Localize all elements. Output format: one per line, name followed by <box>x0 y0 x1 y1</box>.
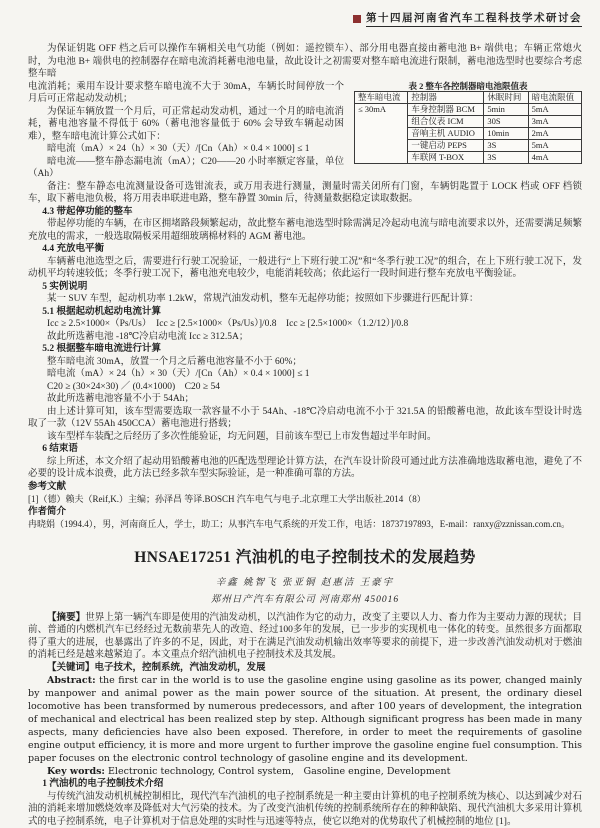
cell-limit: 2mA <box>528 128 581 140</box>
keywords-en-text: Electronic technology, Control system, Gasoline engine, Development <box>108 766 450 777</box>
section-heading-4-3: 4.3 带起停功能的整车 <box>28 206 582 219</box>
formula-start-current-result: 故此所选蓄电池 -18℃冷启动电流 Icc ≥ 312.5A； <box>28 331 582 344</box>
paper-affiliation: 郑州日产汽车有限公司 河南郑州 450016 <box>28 591 582 605</box>
paragraph: 整车暗电流 30mA，放置一个月之后蓄电池容量不小于 60%； <box>28 356 582 369</box>
paragraph: 与传统汽油发动机机械控制相比，现代汽车汽油机的电子控制系统是一种主要由计算机的电子控制系统为核心、以达到减少对石油的消耗来增加燃烧效率及降低对大气污染的技术。为了改变汽油机传统的控制系统所存在的种种缺陷、现代汽油机大多采用计算机式的电子控制系统，电子计算机对于信息处理的实时性与迅速等特点，使它以绝对的优势取代了机械控制的地位 [1]。 <box>28 791 582 828</box>
table-header-row <box>355 92 582 104</box>
keywords-en-label: Key words: <box>47 766 105 777</box>
table2-container <box>354 81 582 165</box>
cell-limit: 4mA <box>528 152 581 164</box>
section-heading-4-4: 4.4 充放电平衡 <box>28 243 582 256</box>
cell-sleep-time: 5min <box>484 104 528 116</box>
section-heading-5-2: 5.2 根据整车暗电流进行计算 <box>28 343 582 356</box>
keywords-cn-label: 【关键词】 <box>47 663 95 673</box>
dark-current-limit-table <box>354 91 582 164</box>
paper-authors: 辛鑫 姚智飞 张亚铜 赵惠洁 王豪宇 <box>28 574 582 588</box>
paragraph: 某一 SUV 车型，起动机功率 1.2kW，常规汽油发动机，整车无起停功能；按照如下步骤进行匹配计算： <box>28 293 582 306</box>
paragraph: 为保证车辆放置一个月后，可正常起动发动机，通过一个月的暗电流消耗，蓄电池容量不得低于 60%（蓄电池容量低于 60% 会导致车辆起动困难），整车暗电流计算公式如下： <box>28 106 582 144</box>
table2-caption: 表 2 整车各控制器暗电池限值表 <box>354 81 582 92</box>
paragraph: 故此所选蓄电池容量不小于 54Ah； <box>28 393 582 406</box>
section-heading-5: 5 实例说明 <box>28 281 582 294</box>
abstract-en-text: the first car in the world is to use the gasoline engine using gasoline as its power, changed mainly by manpower and animal power as the main power source of the situation. At present, the ordinary diesel locomotive has been transformed by numerous predecessors, and after 100 years of development, the integration of mechanical and electrical has been realized step by step. Although significant progress has been made in many aspects, many deficiencies have also been exposed. Therefore, in order to meet the requirements of gasoline engine output efficiency, it is more and more urgent to further improve the gasoline engine fuel consumption. This paper focuses on the electronic control technology of gasoline engine and its development. <box>28 675 582 764</box>
paper-title: HNSAE17251 汽油机的电子控制技术的发展趋势 <box>28 545 582 567</box>
header-controller: 控制器 <box>408 92 484 104</box>
red-square-icon <box>353 15 361 23</box>
header-current-limit: 暗电流限值 <box>528 92 581 104</box>
header-total-dark-current: 整车暗电流 <box>355 92 408 104</box>
formula-dark-current-2: 暗电流（mA）× 24（h）× 30（天）/[Cn（Ah）× 0.4 × 1000] ≤ 1 <box>28 368 582 381</box>
cell-sleep-time: 3S <box>484 140 528 152</box>
abstract-cn <box>28 612 582 662</box>
conference-title: 第十四届河南省汽车工程科技学术研讨会 <box>366 10 582 27</box>
paragraph: 综上所述，本文介绍了起动用铅酸蓄电池的匹配选型理论计算方法，在汽车设计阶段可通过此方法准确地选取蓄电池，避免了不必要的设计成本浪费，此方法已经多款车型实际验证，是一种准确可靠的方法。 <box>28 456 582 481</box>
cell-controller: 音响主机 AUDIO <box>408 128 484 140</box>
paragraph: 车辆蓄电池选型之后，需要进行行驶工况验证，一般进行“上下班行驶工况”和“冬季行驶工况”的组合，在上下班行驶工况下，发动机平均转速较低；冬季行驶工况下，蓄电池充电较少，电能消耗较高；依此运行一段时间进行整车充放电平衡验证。 <box>28 256 582 281</box>
cell-controller: 车身控制器 BCM <box>408 104 484 116</box>
measurement-note: 备注：整车静态电流测量设备可选钳流表，或万用表进行测量，测量时需关闭所有门窗，车辆钥匙置于 LOCK 档或 OFF 档锁车，取下蓄电池负极，将万用表串联进电路，整车静置 30min 后，待测量数据稳定读取数据。 <box>28 181 582 206</box>
keywords-cn-text: 电子技术，控制系统，汽油发动机，发展 <box>95 663 266 673</box>
abstract-en-label: Abstract: <box>47 675 96 686</box>
formula-capacity: C20 ≥ (30×24×30) ／ (0.4×1000) C20 ≥ 54 <box>28 381 582 394</box>
paragraph: 带起停功能的车辆，在市区拥堵路段频繁起动，故此整车蓄电池选型时除需满足冷起动电流与暗电流要求以外，还需要满足频繁充放电的需求，一般选取隔板采用超细玻璃棉材料的 AGM 蓄电池。 <box>28 218 582 243</box>
section-heading-5-1: 5.1 根据起动机起动电流计算 <box>28 306 582 319</box>
abstract-en <box>28 674 582 765</box>
keywords-cn <box>28 662 582 675</box>
header-sleep-time: 休眠时间 <box>484 92 528 104</box>
abstract-cn-label: 【摘要】 <box>47 613 85 623</box>
formula-dark-current: 暗电流（mA）× 24（h）× 30（天）/[Cn（Ah）× 0.4 × 1000] ≤ 1 <box>28 143 582 156</box>
article1-body <box>28 43 582 531</box>
abstract-cn-text: 世界上第一辆汽车即是使用的汽油发动机，以汽油作为它的动力，改变了主要以人力、畜力作为主要动力源的现状；目前、普通的内燃机汽车已经经过无数前辈先人的改造、经过100多年的发展，已一步步的实现机电一体化的转变。虽然很多方面都取得了重大的进展，也暴露出了许多的不足，因此，对于在满足汽油发动机输出效率等要求的前提下，进一步改善汽油发动机对于燃油的消耗已经是越来越紧迫了。本文重点介绍汽油机电子控制技术及其发展。 <box>28 613 582 661</box>
keywords-en <box>28 765 582 778</box>
cell-total-limit: ≤ 30mA <box>355 104 408 164</box>
author-bio: 冉晓娟（1994.4），男，河南商丘人，学士，助工；从事汽车电气系统的开发工作，电话：18737197893，E-mail：ranxy@zznissan.com.cn。 <box>28 518 582 531</box>
abstract-block <box>28 612 582 828</box>
reference-item: [1]（德）赖夫（Reif,K.）主编；孙泽昌 等译.BOSCH 汽车电气与电子.北京理工大学出版社.2014（8） <box>28 493 582 506</box>
paragraph: 为保证钥匙 OFF 档之后可以操作车辆相关电气功能（例如：遥控锁车）、部分用电器直接由蓄电池 B+ 端供电；车辆正常熄火时，为电池 B+ 端供电的控制器存在暗电流消耗蓄电池电量，故此设计之初需要对整车暗电流进行限制，蓄电池选型时也要综合考虑整车暗 <box>28 43 582 81</box>
article2 <box>28 545 582 828</box>
conference-header <box>28 10 582 27</box>
cell-limit: 5mA <box>528 140 581 152</box>
author-bio-heading: 作者简介 <box>28 506 582 519</box>
section-heading-1: 1 汽油机的电子控制技术介绍 <box>28 778 582 791</box>
cell-controller: 组合仪表 ICM <box>408 116 484 128</box>
cell-controller: 车联网 T-BOX <box>408 152 484 164</box>
paragraph: 由上述计算可知，该车型需要选取一款容量不小于 54Ah、-18℃冷启动电流不小于 321.5A 的铅酸蓄电池，故此该车型设计时选取了一款（12V 55Ah 450CCA）蓄电池进行搭载； <box>28 406 582 431</box>
references-heading: 参考文献 <box>28 481 582 494</box>
cell-controller: 一键启动 PEPS <box>408 140 484 152</box>
formula-note: 暗电流——整车静态漏电流（mA）；C20——20 小时率额定容量，单位（Ah） <box>28 156 582 181</box>
table-row <box>355 104 582 116</box>
paragraph: 电流消耗；乘用车设计要求整车暗电流不大于 30mA，车辆长时间停放一个月后可正常起动发动机； <box>28 81 582 106</box>
paragraph: 该车型样车装配之后经历了多次性能验证，均无问题，目前该车型已上市发售超过半年时间。 <box>28 431 582 444</box>
cell-sleep-time: 30S <box>484 116 528 128</box>
cell-sleep-time: 3S <box>484 152 528 164</box>
cell-limit: 5mA <box>528 104 581 116</box>
formula-start-current: Icc ≥ 2.5×1000×（Ps/Us） Icc ≥ [2.5×1000×（Ps/Us）]/0.8 Icc ≥ [2.5×1000×（1.2/12）]/0.8 <box>28 318 582 331</box>
section-heading-6: 6 结束语 <box>28 443 582 456</box>
cell-sleep-time: 10min <box>484 128 528 140</box>
cell-limit: 3mA <box>528 116 581 128</box>
